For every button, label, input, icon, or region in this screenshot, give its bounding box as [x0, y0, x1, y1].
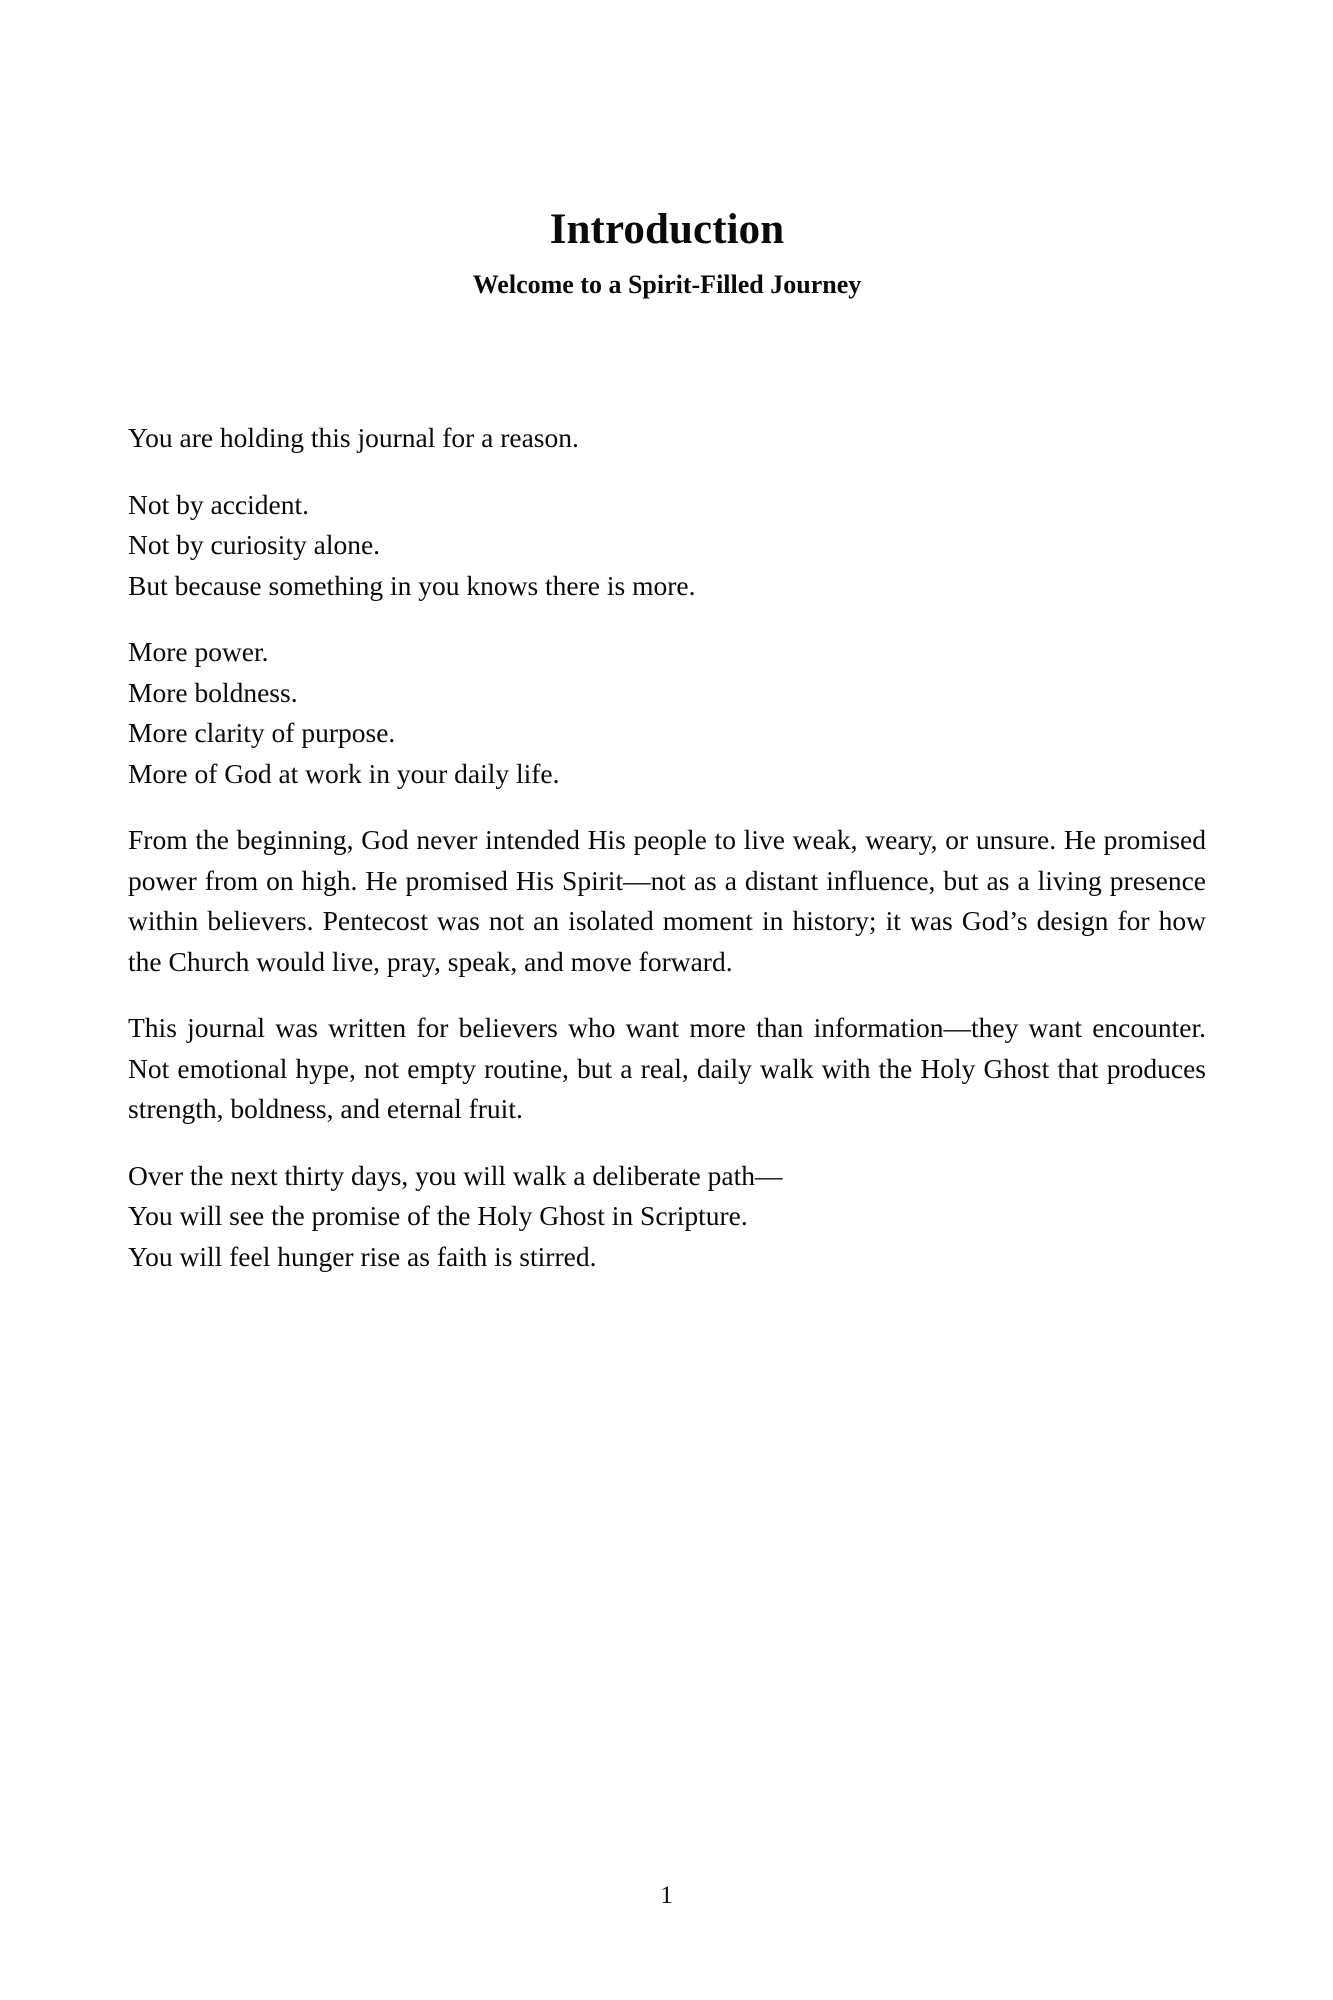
paragraph-this-journal: This journal was written for believers who want more than information—they want encounter. Not emotional hype, not empty routine, but a real, daily walk with the Holy Ghost that produces strength, boldness, and eternal fruit. [128, 1012, 1206, 1124]
line-you-will-feel: You will feel hunger rise as faith is stirred. [128, 1240, 597, 1272]
line-more-clarity: More clarity of purpose. [128, 717, 396, 748]
paragraph-from-the-beginning: From the beginning, God never intended His people to live weak, weary, or unsure. He promised power from on high. He promised His Spirit—not as a distant influence, but as a living presence within believers. Pentecost was not an isolated moment in history; it was God’s design for how the Church would live, pray, speak, and move forward. [128, 824, 1206, 977]
line-you-will-see: You will see the promise of the Holy Ghost in Scripture. [128, 1200, 748, 1231]
line-over-the-next: Over the next thirty days, you will walk a deliberate path— [128, 1159, 783, 1191]
paragraph-over-the-next-thirty-days [128, 1156, 1206, 1278]
paragraph-not-by [128, 485, 1206, 607]
line-more-of-god: More of God at work in your daily life. [128, 757, 560, 789]
body-text [128, 418, 1206, 1303]
page-title: Introduction [549, 206, 785, 253]
paragraph-opening: You are holding this journal for a reason. [128, 422, 579, 453]
page-number: 1 [660, 1882, 673, 1909]
line-more-power: More power. [128, 636, 269, 667]
line-not-by-accident: Not by accident. [128, 488, 309, 520]
line-but-because: But because something in you knows there is more. [128, 569, 696, 601]
paragraph-more [128, 632, 1206, 794]
line-not-by-curiosity: Not by curiosity alone. [128, 529, 381, 560]
line-more-boldness: More boldness. [128, 676, 298, 708]
page-subtitle: Welcome to a Spirit-Filled Journey [472, 270, 862, 299]
